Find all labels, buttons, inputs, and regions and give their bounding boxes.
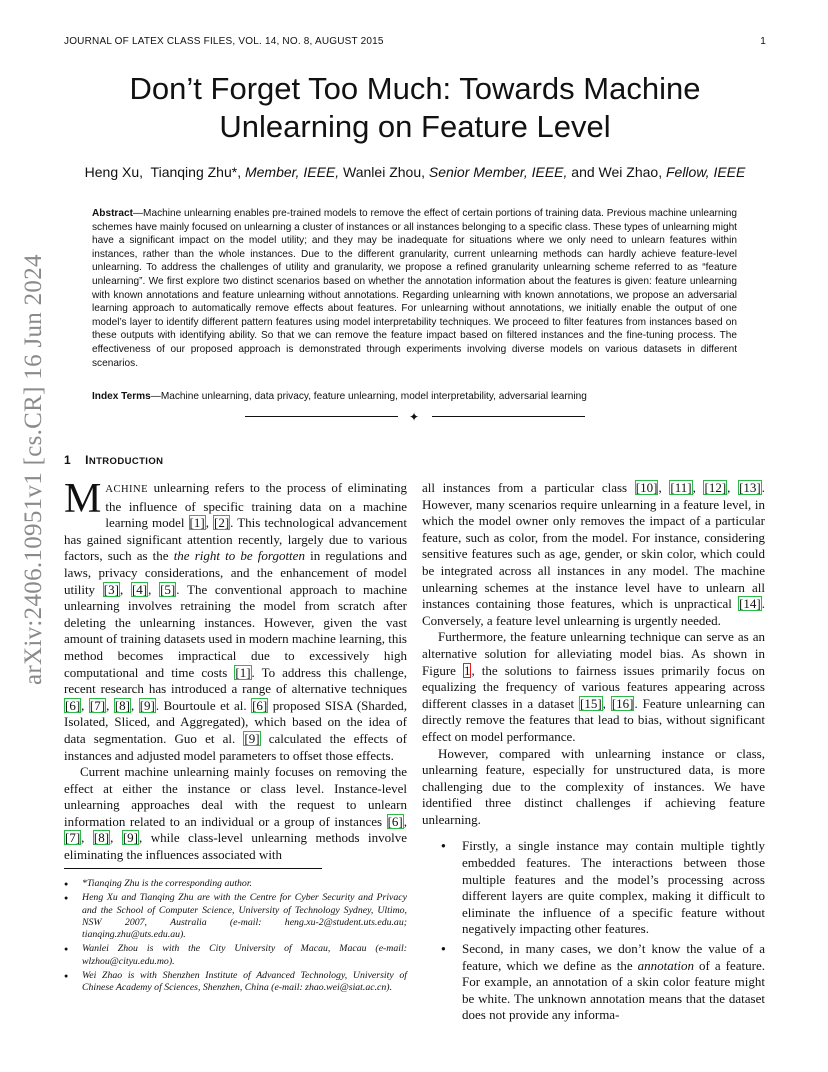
text-run: . However, many scenarios require unlearning in a feature level, in which the model owner only removes the impact of a particular feature, such as color, from the model. For instance, considering sensitive features such as age, gender, or skin color, which could be integrated across all instances in any model. The machine unlearning schemes at the instance level have to unlearn all instances containing those features, which is unpractical xyxy=(422,480,765,612)
footnote-rule xyxy=(64,868,322,869)
citation-link[interactable]: [9] xyxy=(244,730,260,746)
challenge-list xyxy=(422,838,765,1024)
text-run: . The conventional approach to machine unlearning involves retraining the model from scratch after deleting the unlearning instances. However, given the vast amount of training datasets used in modern machine learning, this method becomes impractical due to excessively high computational and time costs xyxy=(64,581,408,680)
text-run: , xyxy=(403,813,407,829)
author-name: Wei Zhao, xyxy=(598,164,663,180)
citation-link[interactable]: [10] xyxy=(635,480,658,495)
paragraph xyxy=(64,764,407,864)
section-title-rest: NTRODUCTION xyxy=(88,456,164,467)
index-terms-label: Index Terms xyxy=(92,391,151,402)
text-run: , while class-level unlearning methods involve eliminating the influences associated with xyxy=(64,830,408,863)
paper-title: Don’t Forget Too Much: Towards Machine Unlearning on Feature Level xyxy=(129,71,701,144)
page-number: 1 xyxy=(760,36,766,47)
text-run: in regulations and laws, privacy considerations, and the enhancement of model utility xyxy=(64,548,407,597)
drop-cap: M xyxy=(64,476,102,522)
citation-link[interactable]: [12] xyxy=(704,480,727,495)
author-conjunction: and xyxy=(571,164,595,180)
text-run: Furthermore, the feature unlearning technique can serve as an alternative solution for alleviating model bias. As shown in Figure xyxy=(422,629,765,678)
footnotes xyxy=(64,878,407,997)
author-role: Senior Member, IEEE, xyxy=(428,164,568,180)
paragraph xyxy=(64,476,408,764)
text-run: , xyxy=(130,697,139,713)
author-name: Heng Xu, xyxy=(84,164,144,180)
abstract-text: —Machine unlearning enables pre-trained models to remove the effect of certain portions of training data. Previous machine unlearning schemes have mainly focused on unlearning a cluster of instances or all instances belonging to a specific class. These types of unlearning might have a significant impact on the model utility; and they may be inadequate for situations where we only need to unlearn features within instances, rather than the whole instances. Due to the different granularity, current unlearning methods can hardly achieve feature-level unlearning. To address the challenges of utility and granularity, we propose a refined granularity unlearning scheme referred to as “feature unlearning”. We first explore two distinct scenarios based on whether the annotation information about the features is given: feature unlearning with known annotations and feature unlearning without annotations. Regarding unlearning with known annotations, we propose an adversarial learning approach to automatically remove effects about features. For unlearning without annotations, we initially enable the output of one model’s layer to identify different pattern features using model interpretability techniques. We proceed to filter features from instances based on these outputs with identifying ability. So that we can remove the feature impact based on filtered instances and the fine-tuning process. The effectiveness of our proposed approach is demonstrated through experiments involving diverse models on various datasets in different scenarios. xyxy=(92,208,737,369)
running-header xyxy=(64,36,766,47)
text-run: , xyxy=(81,697,89,713)
citation-link[interactable]: [6] xyxy=(65,697,81,713)
figure-link[interactable]: 1 xyxy=(463,662,471,678)
journal-name: JOURNAL OF LATEX CLASS FILES, VOL. 14, NO. 8, AUGUST 2015 xyxy=(64,36,384,47)
citation-link[interactable]: [15] xyxy=(580,695,602,711)
text-run: Second, in many cases, we don’t know the value of a feature, which we define as the xyxy=(462,941,765,973)
abstract-label: Abstract xyxy=(92,208,133,219)
text-run: , xyxy=(658,480,670,495)
emphasis-text: annotation xyxy=(637,957,694,973)
citation-link[interactable]: [4] xyxy=(131,581,148,597)
separator-line xyxy=(245,416,398,417)
text-run: , xyxy=(110,830,122,846)
emphasis-text: the right to be forgotten xyxy=(173,548,305,564)
footnote-item: ● Heng Xu and Tianqing Zhu are with the Centre for Cyber Security and Privacy and the School of Computer Science, University of Technology Sydney, Ultimo, NSW 2007, Australia (e-mail: heng.xu-2@student.uts.edu.au; tianqing.zhu@uts.edu.au). xyxy=(82,892,407,941)
citation-link[interactable]: [16] xyxy=(611,695,634,711)
citation-link[interactable]: [6] xyxy=(252,697,268,713)
footnote-item: ● *Tianqing Zhu is the corresponding author. xyxy=(82,878,407,890)
text-run: Current machine unlearning mainly focuses on removing the effect at either the instance or class level. Instance-level unlearning approaches deal with the request to unlearn information related to an individual or a group of instances xyxy=(64,764,407,829)
text-run: , xyxy=(205,515,213,531)
text-run: , the solutions to fairness issues primarily focus on equalizing the frequency of various features appearing across different classes in a dataset xyxy=(422,662,765,711)
separator-diamond-icon: ✦ xyxy=(409,410,420,424)
footnote-item: ● Wei Zhao is with Shenzhen Institute of Advanced Technology, University of Chinese Academy of Sciences, Shenzhen, China (e-mail: zhao.wei@siat.ac.cn). xyxy=(82,970,407,995)
citation-link[interactable]: [2] xyxy=(214,515,230,531)
citation-link[interactable]: [7] xyxy=(65,830,81,846)
paragraph: However, compared with unlearning instance or class, unlearning feature, especially for unstructured data, is more challenging due to the complexity of instances. We have identified three distinct challenges if achieving feature unlearning. xyxy=(422,745,765,827)
citation-link[interactable]: [9] xyxy=(122,830,138,846)
text-run: unlearning refers to the process of eliminating the influence of specific training data on a machine learning model xyxy=(105,480,407,531)
smallcaps-word: ACHINE xyxy=(105,484,149,495)
text-run: proposed SISA (Sharded, Isolated, Sliced, and Aggregated), which based on the idea of data segmentation. Guo et al. xyxy=(64,697,408,746)
citation-link[interactable]: [1] xyxy=(235,664,251,680)
footnote-item: ● Wanlei Zhou is with the City University of Macau, Macau (e-mail: wlzhou@cityu.edu.mo). xyxy=(82,943,407,968)
text-run: . To address this challenge, recent research has introduced a range of alternative techniques xyxy=(64,664,408,697)
text-run: of a feature. For example, an annotation of a skin color feature might be white. The unknown annotation means that the dataset does not provide any informa- xyxy=(462,957,766,1023)
citation-link[interactable]: [14] xyxy=(739,596,761,612)
citation-link[interactable]: [11] xyxy=(670,480,692,495)
author-list xyxy=(40,164,790,180)
author-name: Tianqing Zhu*, xyxy=(150,164,242,180)
list-item: ● Firstly, a single instance may contain multiple tightly embedded features. The interactions between those multiple features and the model’s processing across different layers are quite complex, making it difficult to eliminate the influence of a specific feature without negatively impacting other features. xyxy=(462,838,765,938)
paragraph xyxy=(422,629,765,745)
paragraph xyxy=(422,480,765,629)
citation-link[interactable]: [6] xyxy=(387,813,403,829)
text-run: . Conversely, a feature level unlearning is urgently needed. xyxy=(422,596,765,628)
text-run: all instances from a particular class xyxy=(422,480,635,495)
text-run: . This technological advancement has gained significant attention recently, largely due to various factors, such as the xyxy=(64,515,408,564)
text-run: , xyxy=(692,480,704,495)
citation-link[interactable]: [13] xyxy=(739,480,761,495)
citation-link[interactable]: [7] xyxy=(89,697,106,713)
section-number: 1 xyxy=(64,453,72,467)
section-heading xyxy=(64,453,163,467)
text-run: . Feature unlearning can directly remove the features that lead to bias, without significant effect on model performance. xyxy=(422,695,765,744)
text-run: , xyxy=(119,581,131,597)
text-run: , xyxy=(727,480,739,495)
section-title-initial: I xyxy=(85,453,89,467)
citation-link[interactable]: [3] xyxy=(103,581,119,597)
separator-line xyxy=(432,416,585,417)
text-run: calculated the effects of instances and adjusted model parameters to offset those effects. xyxy=(64,730,407,763)
citation-link[interactable]: [9] xyxy=(139,697,155,713)
citation-link[interactable]: [5] xyxy=(160,581,176,597)
citation-link[interactable]: [1] xyxy=(189,515,205,531)
abstract xyxy=(92,207,737,370)
index-terms-text: —Machine unlearning, data privacy, feature unlearning, model interpretability, adversarial learning xyxy=(150,391,587,402)
index-terms xyxy=(92,390,737,404)
text-run: , xyxy=(81,830,93,846)
list-item xyxy=(462,941,765,1024)
citation-link[interactable]: [8] xyxy=(93,830,110,846)
author-role: Fellow, IEEE xyxy=(665,164,746,180)
left-column xyxy=(64,476,408,864)
text-run: . Bourtoule et al. xyxy=(155,697,252,713)
author-role: Member, IEEE, xyxy=(244,164,340,180)
text-run: , xyxy=(148,581,160,597)
right-column xyxy=(422,480,765,1027)
citation-link[interactable]: [8] xyxy=(114,697,130,713)
text-run: , xyxy=(106,697,114,713)
author-name: Wanlei Zhou, xyxy=(343,164,425,180)
section-separator xyxy=(245,410,585,422)
text-run: , xyxy=(602,695,611,711)
arxiv-stamp: arXiv:2406.10951v1 [cs.CR] 16 Jun 2024 xyxy=(20,254,47,685)
